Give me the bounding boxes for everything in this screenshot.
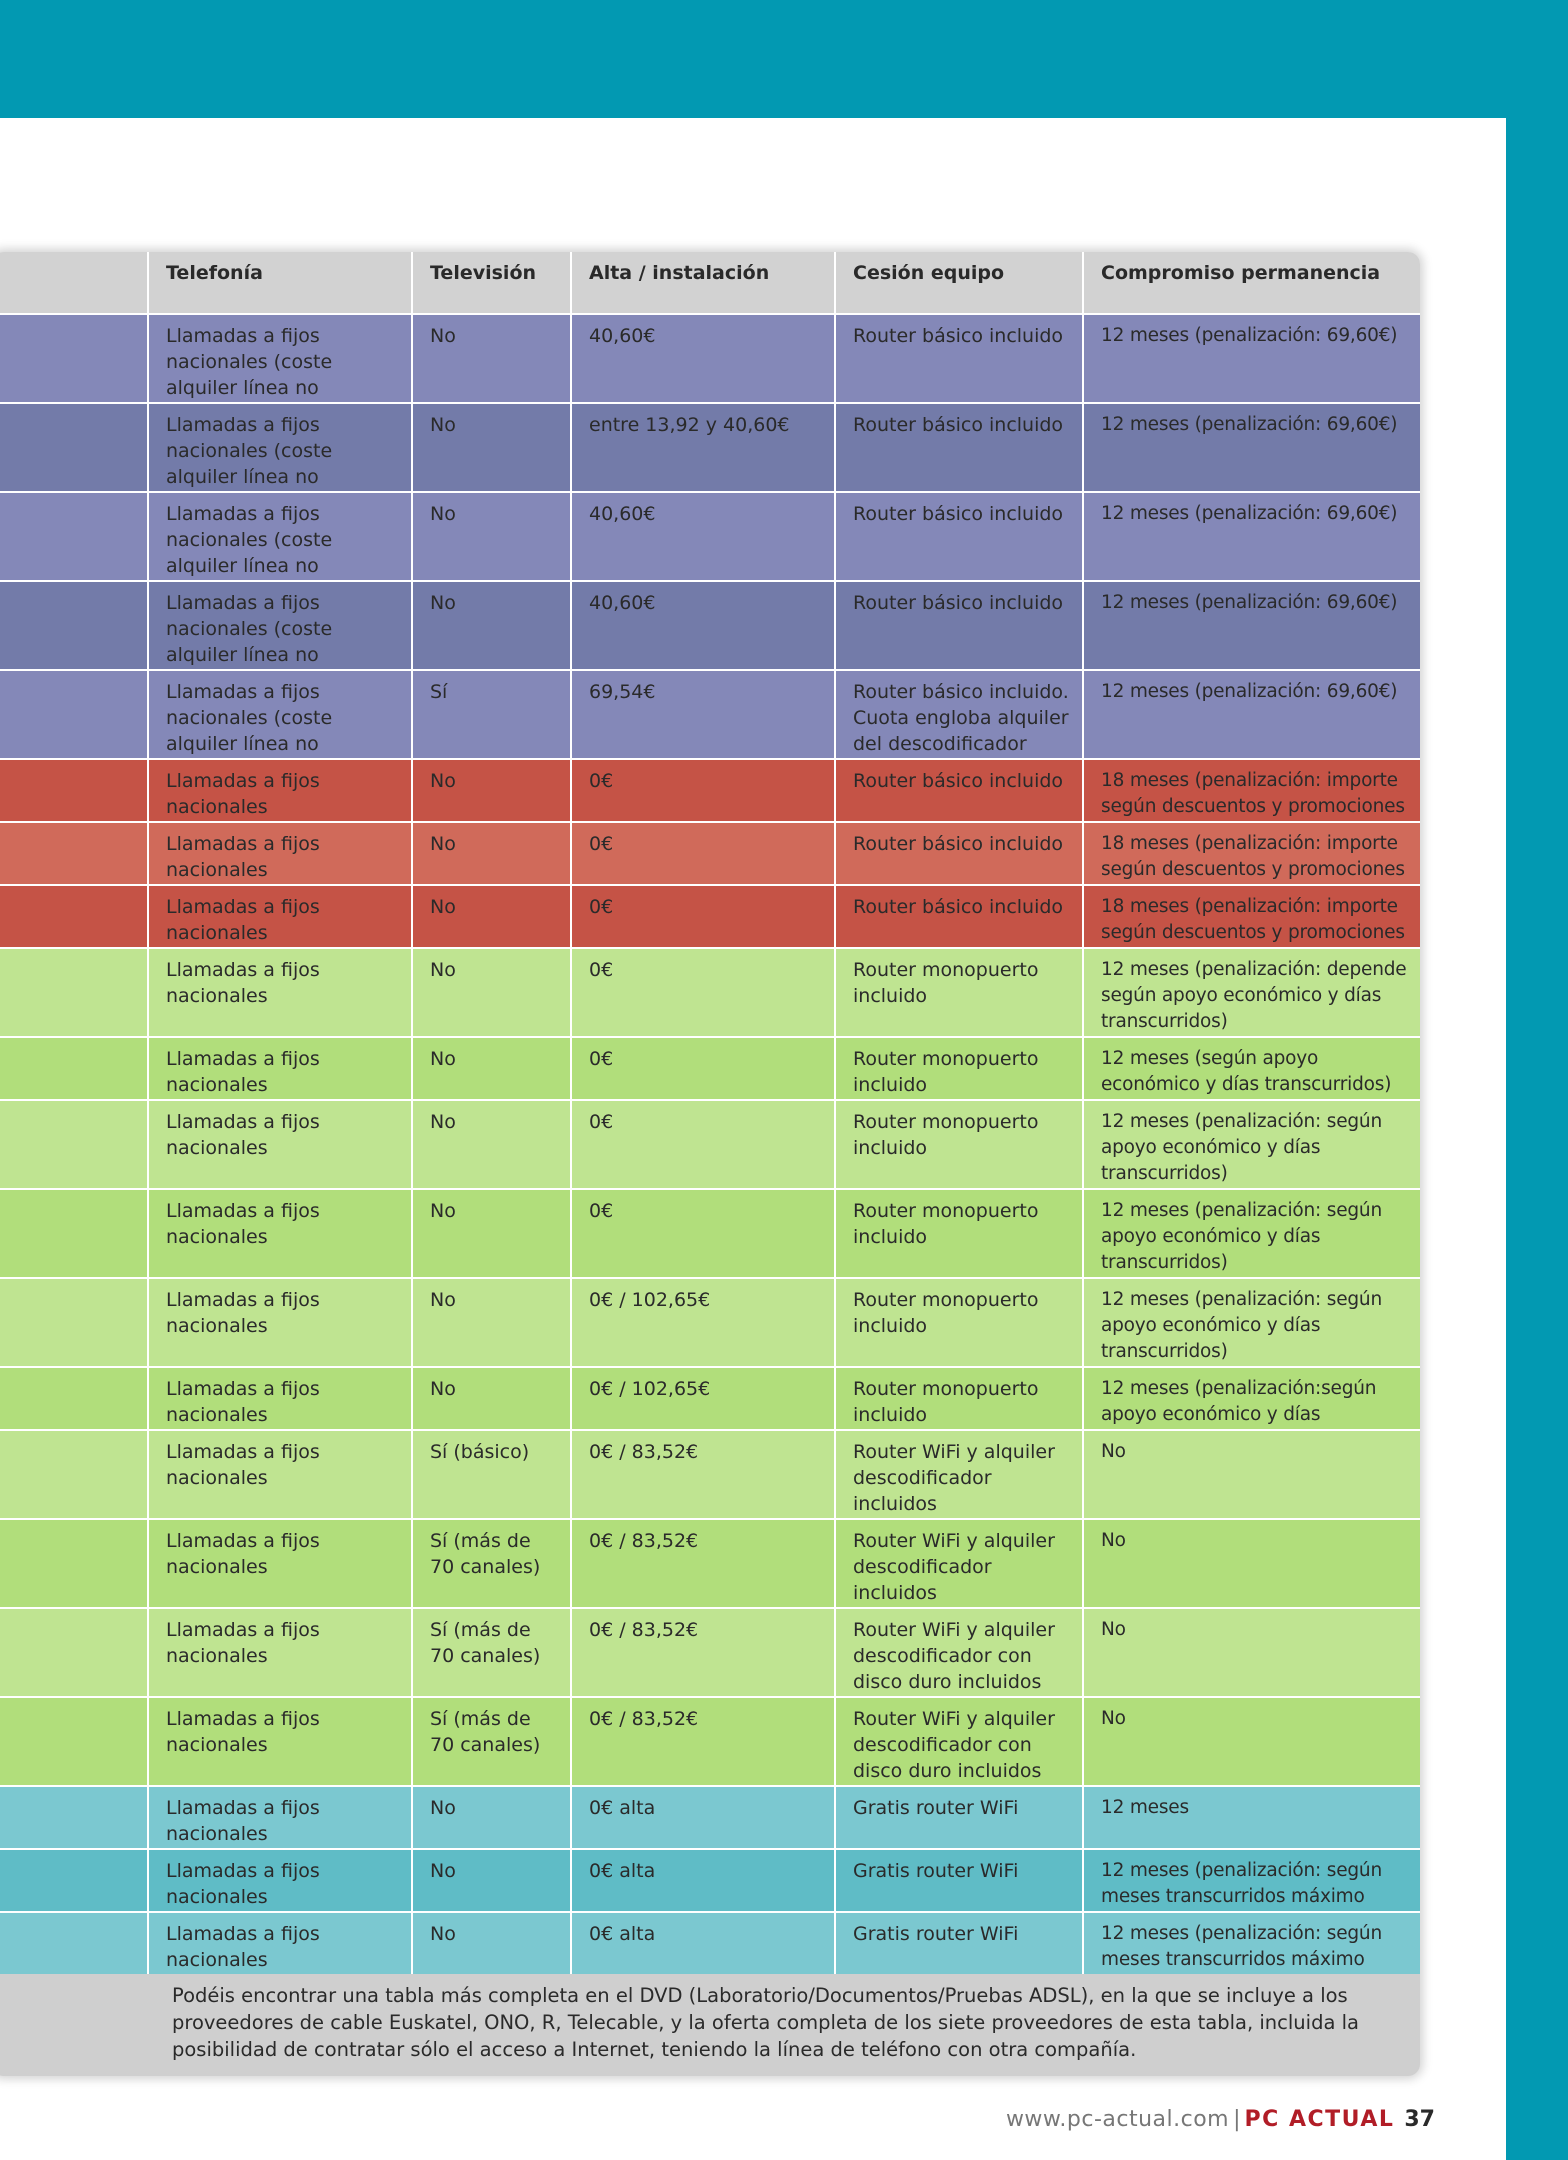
table-grid: [0, 252, 1420, 1974]
telefonia-cell: Llamadas a fijos nacionales: [149, 760, 411, 821]
television-cell: No: [413, 886, 570, 947]
compromiso-cell: 18 meses (penalización: importe según descuentos y promociones: [1084, 886, 1420, 947]
telefonia-cell: Llamadas a fijos nacionales: [149, 1787, 411, 1848]
compromiso-cell: 12 meses (penalización: 69,60€): [1084, 493, 1420, 580]
cesion-cell: Router básico incluido: [836, 404, 1082, 491]
compromiso-cell: 12 meses (penalización: según apoyo económico y días transcurridos): [1084, 1190, 1420, 1277]
page-folio: [1006, 2106, 1435, 2134]
television-cell: No: [413, 1190, 570, 1277]
telefonia-cell: Llamadas a fijos nacionales: [149, 949, 411, 1036]
alta-cell: 40,60€: [572, 315, 834, 402]
alta-cell: 0€: [572, 823, 834, 884]
alta-cell: 0€ / 102,65€: [572, 1368, 834, 1429]
compromiso-cell: 12 meses (penalización: según meses transcurridos máximo: [1084, 1913, 1420, 1974]
offer-cell: [0, 1609, 147, 1696]
offer-cell: [0, 1520, 147, 1607]
compromiso-cell: 18 meses (penalización: importe según descuentos y promociones: [1084, 760, 1420, 821]
television-cell: Sí (más de 70 canales): [413, 1609, 570, 1696]
compromiso-cell: 12 meses (penalización: 69,60€): [1084, 582, 1420, 669]
alta-cell: 0€ / 102,65€: [572, 1279, 834, 1366]
header-cell-compromiso: Compromiso permanencia: [1084, 252, 1420, 313]
television-cell: No: [413, 493, 570, 580]
compromiso-cell: 12 meses (según apoyo económico y días transcurridos): [1084, 1038, 1420, 1099]
alta-cell: 0€ alta: [572, 1787, 834, 1848]
telefonia-cell: Llamadas a fijos nacionales (coste alquiler línea no: [149, 582, 411, 669]
page-number: 37: [1404, 2107, 1435, 2132]
offer-cell: [0, 671, 147, 758]
telefonia-cell: Llamadas a fijos nacionales: [149, 1279, 411, 1366]
header-cell-telefonia: Telefonía: [149, 252, 411, 313]
offer-cell: [0, 582, 147, 669]
telefonia-cell: Llamadas a fijos nacionales: [149, 1913, 411, 1974]
telefonia-cell: Llamadas a fijos nacionales: [149, 1101, 411, 1188]
offer-cell: [0, 1279, 147, 1366]
offer-cell: [0, 1787, 147, 1848]
alta-cell: 40,60€: [572, 582, 834, 669]
compromiso-cell: 12 meses (penalización: 69,60€): [1084, 671, 1420, 758]
alta-cell: entre 13,92 y 40,60€: [572, 404, 834, 491]
television-cell: No: [413, 1368, 570, 1429]
header-cell-cesion: Cesión equipo: [836, 252, 1082, 313]
television-cell: Sí (básico): [413, 1431, 570, 1518]
header-cell-television: Televisión: [413, 252, 570, 313]
cesion-cell: Router básico incluido: [836, 823, 1082, 884]
offer-cell: [0, 1850, 147, 1911]
cesion-cell: Router básico incluido: [836, 886, 1082, 947]
cesion-cell: Router básico incluido: [836, 760, 1082, 821]
compromiso-cell: 12 meses (penalización: según apoyo económico y días transcurridos): [1084, 1279, 1420, 1366]
telefonia-cell: Llamadas a fijos nacionales: [149, 886, 411, 947]
cesion-cell: Gratis router WiFi: [836, 1787, 1082, 1848]
television-cell: No: [413, 1101, 570, 1188]
compromiso-cell: No: [1084, 1520, 1420, 1607]
cesion-cell: Gratis router WiFi: [836, 1850, 1082, 1911]
television-cell: No: [413, 823, 570, 884]
telefonia-cell: Llamadas a fijos nacionales: [149, 1431, 411, 1518]
offer-cell: [0, 1431, 147, 1518]
television-cell: No: [413, 949, 570, 1036]
television-cell: No: [413, 315, 570, 402]
offer-cell: [0, 1913, 147, 1974]
alta-cell: 0€: [572, 760, 834, 821]
folio-separator: |: [1233, 2107, 1241, 2132]
cesion-cell: Router básico incluido: [836, 582, 1082, 669]
header-cell-offer: [0, 252, 147, 313]
cesion-cell: Router monopuerto incluido: [836, 1368, 1082, 1429]
header-cell-alta: Alta / instalación: [572, 252, 834, 313]
offer-cell: [0, 1190, 147, 1277]
cesion-cell: Router WiFi y alquiler descodificador incluidos: [836, 1431, 1082, 1518]
compromiso-cell: 12 meses (penalización: según apoyo económico y días transcurridos): [1084, 1101, 1420, 1188]
offer-cell: [0, 1368, 147, 1429]
television-cell: No: [413, 1279, 570, 1366]
telefonia-cell: Llamadas a fijos nacionales: [149, 1698, 411, 1785]
offer-cell: [0, 823, 147, 884]
alta-cell: 0€ / 83,52€: [572, 1431, 834, 1518]
offer-cell: [0, 1038, 147, 1099]
alta-cell: 40,60€: [572, 493, 834, 580]
cesion-cell: Router monopuerto incluido: [836, 1279, 1082, 1366]
cesion-cell: Router monopuerto incluido: [836, 949, 1082, 1036]
compromiso-cell: 12 meses (penalización: depende según apoyo económico y días transcurridos): [1084, 949, 1420, 1036]
compromiso-cell: 12 meses (penalización: 69,60€): [1084, 315, 1420, 402]
cesion-cell: Router WiFi y alquiler descodificador con disco duro incluidos: [836, 1698, 1082, 1785]
compromiso-cell: No: [1084, 1431, 1420, 1518]
offer-cell: [0, 315, 147, 402]
offer-cell: [0, 949, 147, 1036]
alta-cell: 0€: [572, 1038, 834, 1099]
alta-cell: 0€ alta: [572, 1913, 834, 1974]
cesion-cell: Router básico incluido: [836, 315, 1082, 402]
cesion-cell: Router monopuerto incluido: [836, 1101, 1082, 1188]
alta-cell: 0€: [572, 886, 834, 947]
alta-cell: 0€: [572, 1101, 834, 1188]
site-url: www.pc-actual.com: [1005, 2107, 1230, 2132]
television-cell: Sí (más de 70 canales): [413, 1520, 570, 1607]
television-cell: No: [413, 1038, 570, 1099]
cesion-cell: Router básico incluido: [836, 493, 1082, 580]
magazine-name: PC ACTUAL: [1244, 2107, 1395, 2132]
offer-cell: [0, 886, 147, 947]
television-cell: Sí: [413, 671, 570, 758]
telefonia-cell: Llamadas a fijos nacionales: [149, 1609, 411, 1696]
alta-cell: 0€: [572, 1190, 834, 1277]
compromiso-cell: 12 meses (penalización: 69,60€): [1084, 404, 1420, 491]
alta-cell: 0€ / 83,52€: [572, 1609, 834, 1696]
telefonia-cell: Llamadas a fijos nacionales: [149, 1368, 411, 1429]
cesion-cell: Gratis router WiFi: [836, 1913, 1082, 1974]
television-cell: No: [413, 1787, 570, 1848]
offer-cell: [0, 404, 147, 491]
table-footnote: Podéis encontrar una tabla más completa en el DVD (Laboratorio/Documentos/Pruebas ADSL), en la que se incluye a los proveedores de cable Euskatel, ONO, R, Telecable, y la oferta completa de los siete proveedores de esta tabla, incluida la posibilidad de contratar sólo el acceso a Internet, teniendo la línea de teléfono con otra compañía.: [172, 1984, 1359, 2061]
offer-cell: [0, 493, 147, 580]
cesion-cell: Router WiFi y alquiler descodificador con disco duro incluidos: [836, 1609, 1082, 1696]
adsl-comparison-table: [0, 252, 1420, 2076]
cesion-cell: Router monopuerto incluido: [836, 1038, 1082, 1099]
telefonia-cell: Llamadas a fijos nacionales: [149, 1520, 411, 1607]
compromiso-cell: No: [1084, 1609, 1420, 1696]
telefonia-cell: Llamadas a fijos nacionales (coste alquiler línea no: [149, 671, 411, 758]
telefonia-cell: Llamadas a fijos nacionales: [149, 1038, 411, 1099]
cesion-cell: Router básico incluido. Cuota engloba alquiler del descodificador: [836, 671, 1082, 758]
alta-cell: 0€ / 83,52€: [572, 1520, 834, 1607]
telefonia-cell: Llamadas a fijos nacionales (coste alquiler línea no: [149, 493, 411, 580]
telefonia-cell: Llamadas a fijos nacionales: [149, 1190, 411, 1277]
television-cell: Sí (más de 70 canales): [413, 1698, 570, 1785]
offer-cell: [0, 1101, 147, 1188]
television-cell: No: [413, 1850, 570, 1911]
alta-cell: 0€ / 83,52€: [572, 1698, 834, 1785]
alta-cell: 69,54€: [572, 671, 834, 758]
telefonia-cell: Llamadas a fijos nacionales: [149, 1850, 411, 1911]
compromiso-cell: 12 meses (penalización: según meses transcurridos máximo: [1084, 1850, 1420, 1911]
compromiso-cell: 12 meses: [1084, 1787, 1420, 1848]
offer-cell: [0, 760, 147, 821]
television-cell: No: [413, 1913, 570, 1974]
television-cell: No: [413, 404, 570, 491]
offer-cell: [0, 1698, 147, 1785]
telefonia-cell: Llamadas a fijos nacionales (coste alquiler línea no: [149, 404, 411, 491]
television-cell: No: [413, 582, 570, 669]
telefonia-cell: Llamadas a fijos nacionales (coste alquiler línea no: [149, 315, 411, 402]
right-color-band: [1506, 118, 1568, 2160]
top-color-band: [0, 0, 1568, 118]
alta-cell: 0€ alta: [572, 1850, 834, 1911]
telefonia-cell: Llamadas a fijos nacionales: [149, 823, 411, 884]
television-cell: No: [413, 760, 570, 821]
compromiso-cell: No: [1084, 1698, 1420, 1785]
compromiso-cell: 18 meses (penalización: importe según descuentos y promociones: [1084, 823, 1420, 884]
alta-cell: 0€: [572, 949, 834, 1036]
cesion-cell: Router WiFi y alquiler descodificador incluidos: [836, 1520, 1082, 1607]
cesion-cell: Router monopuerto incluido: [836, 1190, 1082, 1277]
compromiso-cell: 12 meses (penalización:según apoyo económico y días: [1084, 1368, 1420, 1429]
